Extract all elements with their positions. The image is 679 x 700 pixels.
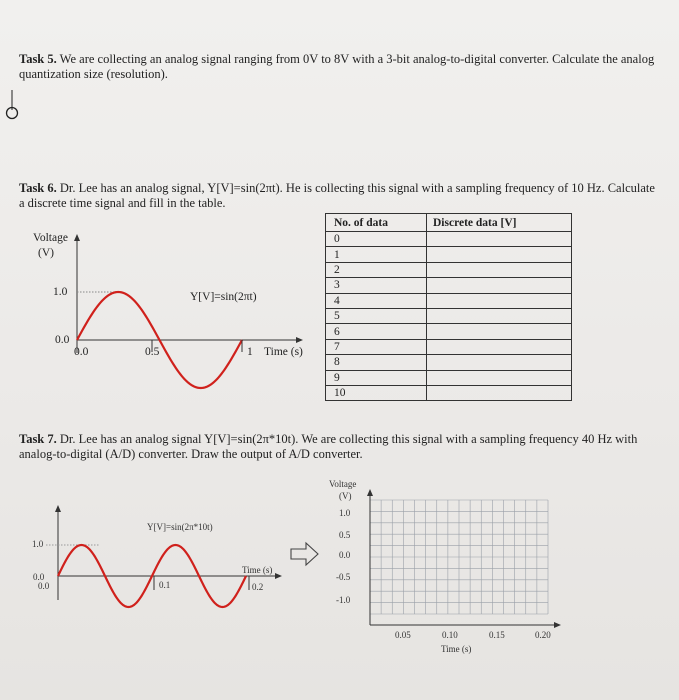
table-cell-no: 10 xyxy=(326,385,427,400)
table-cell-no: 3 xyxy=(326,278,427,293)
task7-right-ytick: 0.5 xyxy=(339,530,351,540)
table-header-discrete: Discrete data [V] xyxy=(427,214,572,232)
task5-label: Task 5. xyxy=(19,52,57,66)
task7-right-xtick: 0.05 xyxy=(395,630,411,640)
task7-right-xtick: 0.10 xyxy=(442,630,458,640)
task7-right-ytick: 1.0 xyxy=(339,508,351,518)
table-header-no: No. of data xyxy=(326,214,427,232)
task7-right-xlabel: Time (s) xyxy=(441,644,472,654)
task7-label: Task 7. xyxy=(19,432,57,446)
task7-left-xtick-1: 0.1 xyxy=(159,580,171,590)
answer-grid[interactable] xyxy=(370,500,548,614)
task7-right-ytick: -0.5 xyxy=(336,572,351,582)
table-cell-no: 4 xyxy=(326,293,427,308)
table-cell-no: 9 xyxy=(326,370,427,385)
task7-right-ylabel-1: Voltage xyxy=(329,479,357,489)
table-cell-no: 6 xyxy=(326,324,427,339)
task6-xlabel: Time (s) xyxy=(264,346,303,358)
task6-ylabel-1: Voltage xyxy=(33,232,68,244)
table-cell-no: 0 xyxy=(326,232,427,247)
task6-xtick-0: 0.0 xyxy=(74,346,89,358)
table-cell-no: 8 xyxy=(326,355,427,370)
task7-left-ytick-bottom: 0.0 xyxy=(33,572,45,582)
task7-left-curve-label: Y[V]=sin(2π*10t) xyxy=(147,522,213,532)
task6-ylabel-2: (V) xyxy=(38,247,54,259)
task6-ytick-bottom: 0.0 xyxy=(55,334,70,346)
task7-text: Dr. Lee has an analog signal Y[V]=sin(2π*10t). We are collecting this signal with a sampling frequency 40 Hz with analog-to-digital (A/D) converter. Draw the output of A/D converter. xyxy=(19,432,638,461)
task5-text: We are collecting an analog signal ranging from 0V to 8V with a 3-bit analog-to-digital converter. Calculate the analog quantization size (resolution). xyxy=(19,52,655,81)
task7-right-x-arrow xyxy=(554,622,561,628)
task7-right-xtick: 0.20 xyxy=(535,630,551,640)
task6-xtick-2: 1 xyxy=(247,346,253,358)
task7-left-ytick-top: 1.0 xyxy=(32,539,44,549)
table-cell-no: 2 xyxy=(326,262,427,277)
task7-right-xtick: 0.15 xyxy=(489,630,505,640)
table-cell-no: 1 xyxy=(326,247,427,262)
task7-right-ytick: 0.0 xyxy=(339,550,351,560)
task6-label: Task 6. xyxy=(19,181,57,195)
table-cell-no: 7 xyxy=(326,339,427,354)
task7-left-xtick-0: 0.0 xyxy=(38,581,50,591)
task6-ytick-top: 1.0 xyxy=(53,286,68,298)
task7-left-xlabel: Time (s) xyxy=(242,565,273,575)
task6-xtick-1: 0.5 xyxy=(145,346,160,358)
task6-text: Dr. Lee has an analog signal, Y[V]=sin(2πt). He is collecting this signal with a sampling frequency of 10 Hz. Calculate a discrete time signal and fill in the table. xyxy=(19,181,655,210)
task7-right-ylabel-2: (V) xyxy=(339,491,352,501)
table-cell-no: 5 xyxy=(326,308,427,323)
task7-right-ytick: -1.0 xyxy=(336,595,351,605)
task7-right-y-arrow xyxy=(367,489,373,496)
task6-curve-label: Y[V]=sin(2πt) xyxy=(190,291,257,303)
task7-left-xtick-2: 0.2 xyxy=(252,582,264,592)
